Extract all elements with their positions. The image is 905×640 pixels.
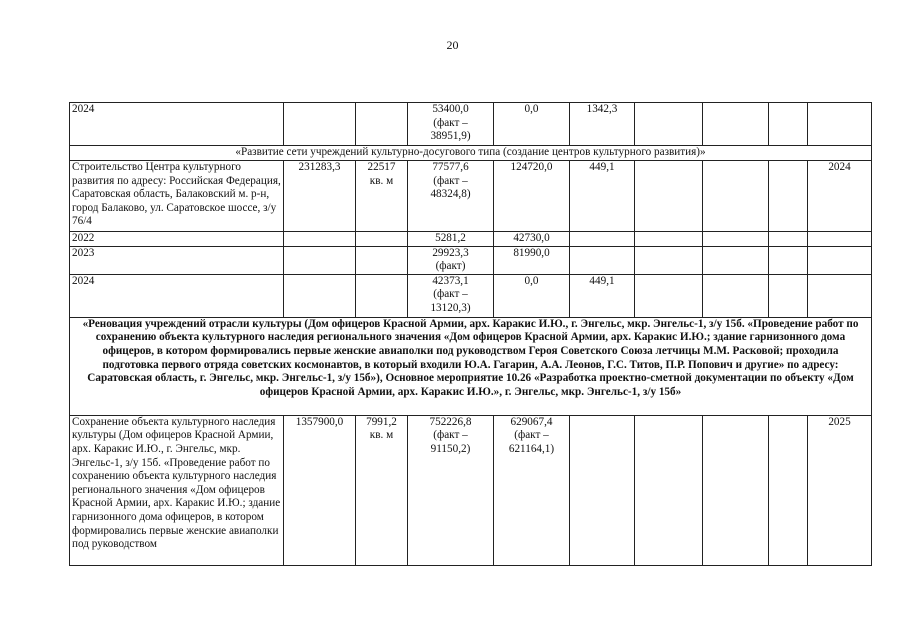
table-cell <box>769 161 808 232</box>
table-cell: 1357900,0 <box>284 415 356 565</box>
section-heading-row <box>70 317 872 415</box>
table-cell: 42730,0 <box>494 232 570 247</box>
table-cell <box>635 246 703 274</box>
table-cell <box>703 246 769 274</box>
table-cell <box>703 274 769 317</box>
row-label: 2024 <box>70 274 284 317</box>
table-row <box>70 103 872 146</box>
row-label: 2022 <box>70 232 284 247</box>
section-heading: «Реновация учреждений отрасли культуры (Дом офицеров Красной Армии, арх. Каракис И.Ю., г. Энгельс, мкр. Энгельс-1, з/у 15б. «Проведение работ по сохранению объекта культурного наследия регионального значения «Дом офицеров Красной Армии, арх. Каракис И.Ю.; здание гарнизонного дома офицеров, в котором формировались первые женские авиаполки под руководством Героя Советского Союза летчицы М.М. Расковой; проходила подготовка первого отряда советских космонавтов, в который входили Ю.А. Гагарин, А.А. Леонов, Г.С. Титов, П.Р. Попович и другие» по адресу: Саратовская область, г. Энгельс, мкр. Энгельс-1, з/у 15б»), Основное мероприятие 10.26 «Разработка проектно-сметной документации по объекту «Дом офицеров Красной Армии, арх. Каракис И.Ю.», г. Энгельс, мкр. Энгельс-1, з/у 15б» <box>70 317 872 415</box>
table-cell <box>570 246 635 274</box>
table-cell: 77577,6 (факт – 48324,8) <box>408 161 494 232</box>
table-cell: 22517 кв. м <box>356 161 408 232</box>
row-label: 2024 <box>70 103 284 146</box>
table-cell: 0,0 <box>494 274 570 317</box>
table-cell <box>570 232 635 247</box>
table-cell <box>769 246 808 274</box>
page-number: 20 <box>446 38 459 52</box>
table-cell <box>635 232 703 247</box>
table-cell <box>284 246 356 274</box>
table-cell <box>635 274 703 317</box>
table-cell <box>284 232 356 247</box>
table-row <box>70 161 872 232</box>
table-row <box>70 415 872 565</box>
table-cell: 449,1 <box>570 274 635 317</box>
table-cell <box>703 103 769 146</box>
table-cell: 124720,0 <box>494 161 570 232</box>
table-cell: 81990,0 <box>494 246 570 274</box>
table-cell <box>808 103 872 146</box>
row-label: Строительство Центра культурного развития по адресу: Российская Федерация, Саратовская область, Балаковский м. р-н, город Балаково, ул. Саратовское шоссе, з/у 76/4 <box>70 161 284 232</box>
table-cell: 29923,3 (факт) <box>408 246 494 274</box>
section-heading-row <box>70 146 872 161</box>
table-cell <box>356 103 408 146</box>
table-row <box>70 246 872 274</box>
table-cell <box>284 103 356 146</box>
table-cell <box>356 246 408 274</box>
table-cell <box>356 274 408 317</box>
table-cell: 231283,3 <box>284 161 356 232</box>
table-cell <box>703 415 769 565</box>
table-cell <box>703 232 769 247</box>
row-label: Сохранение объекта культурного наследия культуры (Дом офицеров Красной Армии, арх. Каракис И.Ю., г. Энгельс, мкр. Энгельс-1, з/у 15б. «Проведение работ по сохранению объекта культурного наследия регионального значения «Дом офицеров Красной Армии, арх. Каракис И.Ю.; здание гарнизонного дома офицеров, в котором формировались первые женские авиаполки под руководством <box>70 415 284 565</box>
table-cell: 0,0 <box>494 103 570 146</box>
table-cell <box>769 274 808 317</box>
table-cell <box>570 415 635 565</box>
table-cell <box>769 232 808 247</box>
table-cell <box>769 415 808 565</box>
table-cell: 42373,1 (факт – 13120,3) <box>408 274 494 317</box>
table-cell <box>635 103 703 146</box>
table-cell <box>769 103 808 146</box>
table-cell <box>635 161 703 232</box>
table-cell <box>808 232 872 247</box>
table-cell <box>284 274 356 317</box>
table-cell: 5281,2 <box>408 232 494 247</box>
table-row <box>70 232 872 247</box>
table-row <box>70 274 872 317</box>
table-cell: 449,1 <box>570 161 635 232</box>
data-table <box>69 102 872 566</box>
table-cell: 629067,4 (факт – 621164,1) <box>494 415 570 565</box>
table-cell: 53400,0 (факт – 38951,9) <box>408 103 494 146</box>
table-cell: 2025 <box>808 415 872 565</box>
table-cell <box>808 274 872 317</box>
table-cell <box>635 415 703 565</box>
table-cell: 1342,3 <box>570 103 635 146</box>
table-cell <box>808 246 872 274</box>
table-cell: 7991,2 кв. м <box>356 415 408 565</box>
table-cell: 2024 <box>808 161 872 232</box>
table-cell <box>356 232 408 247</box>
section-heading: «Развитие сети учреждений культурно-досугового типа (создание центров культурного развития)» <box>70 146 872 161</box>
table-cell: 752226,8 (факт – 91150,2) <box>408 415 494 565</box>
row-label: 2023 <box>70 246 284 274</box>
table-cell <box>703 161 769 232</box>
